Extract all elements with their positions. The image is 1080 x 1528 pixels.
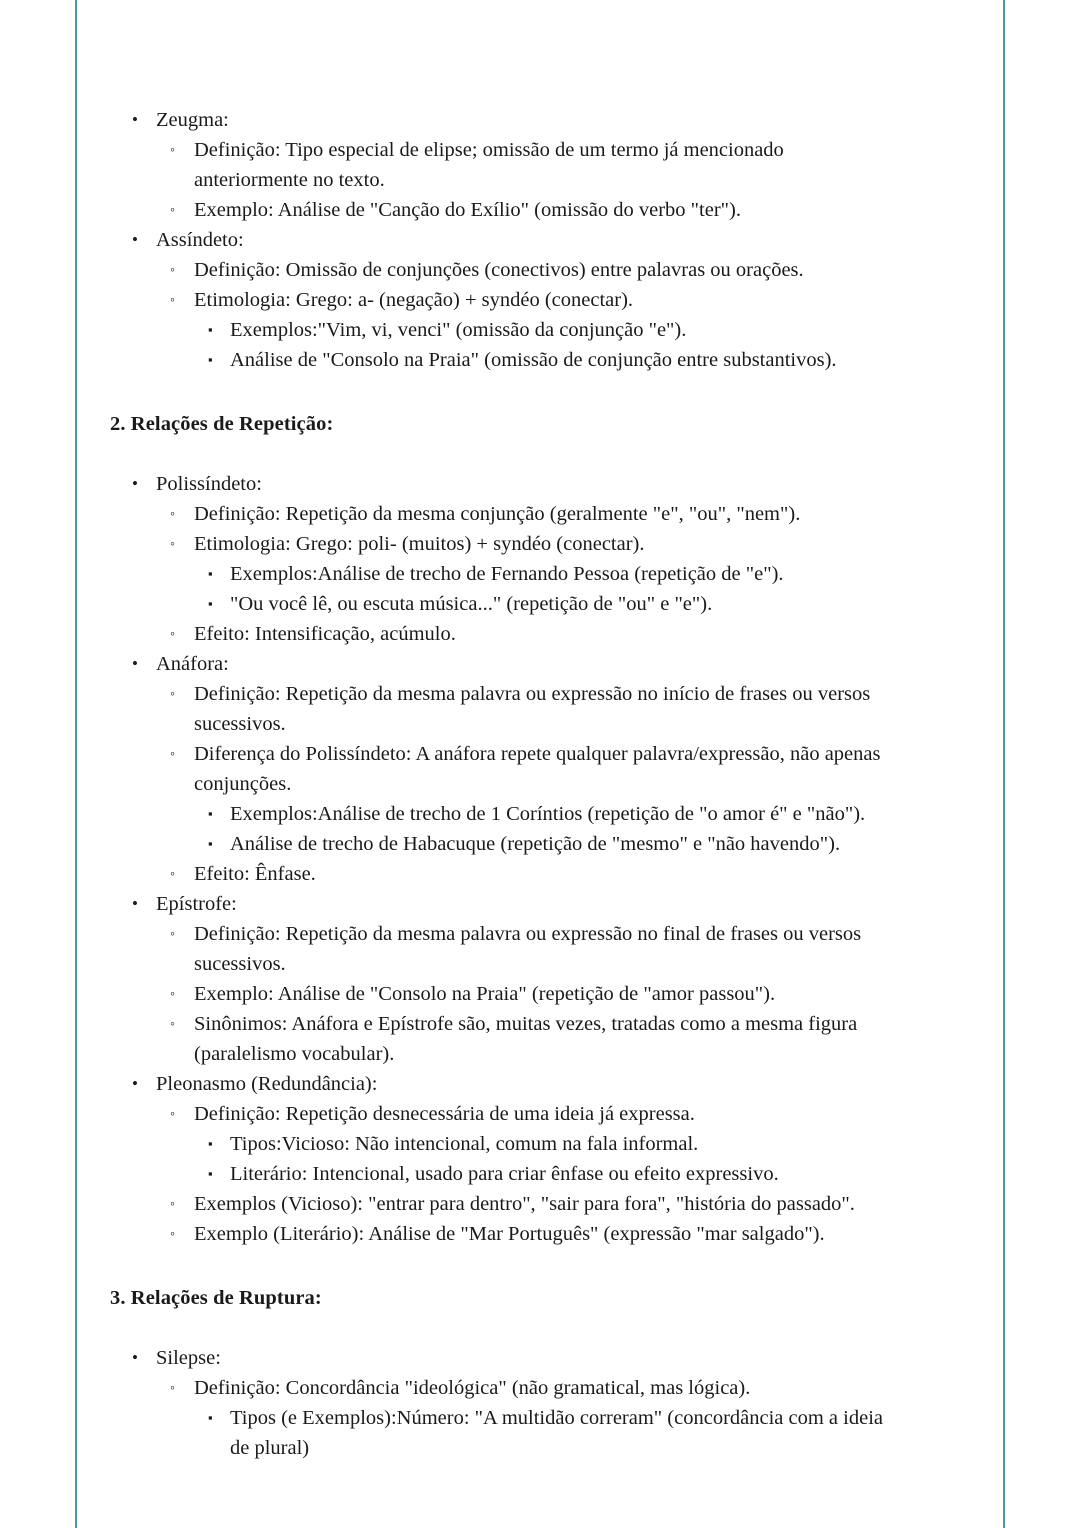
list-item-text: Exemplo: Análise de "Consolo na Praia" (repetição de "amor passou"). (194, 983, 776, 1005)
bullet-marker-level-2-icon: ◦ (170, 627, 175, 642)
list-item-text: Epístrofe: (156, 893, 237, 915)
bullet-marker-level-1-icon: • (132, 1074, 138, 1093)
bullet-marker-level-2-icon: ◦ (170, 1107, 175, 1122)
list-item-level-3 (200, 589, 900, 619)
left-margin-rule (75, 0, 77, 1528)
list-item-text: Literário: Intencional, usado para criar ênfase ou efeito expressivo. (230, 1163, 779, 1185)
list-item-level-2 (162, 135, 900, 195)
list-item-level-1 (124, 649, 900, 679)
list-item-level-2 (162, 529, 900, 559)
bullet-marker-level-2-icon: ◦ (170, 507, 175, 522)
list-item-level-2 (162, 619, 900, 649)
list-item-level-2 (162, 1373, 900, 1403)
bullet-marker-level-3-icon: ▪ (208, 1410, 213, 1425)
list-item-level-2 (162, 1189, 900, 1219)
list-item-text: Exemplos (Vicioso): "entrar para dentro", "sair para fora", "história do passado". (194, 1193, 855, 1215)
list-item-level-3 (200, 799, 900, 829)
list-item-text: Exemplo: Análise de "Canção do Exílio" (omissão do verbo "ter"). (194, 199, 741, 221)
list-item-text: "Ou você lê, ou escuta música..." (repetição de "ou" e "e"). (230, 593, 713, 615)
list-item-level-3 (200, 829, 900, 859)
list-item-level-3 (200, 345, 900, 375)
bullet-marker-level-2-icon: ◦ (170, 1017, 175, 1032)
bullet-marker-level-1-icon: • (132, 230, 138, 249)
list-item-level-3 (200, 559, 900, 589)
list-item-level-1 (124, 105, 900, 135)
right-margin-rule (1003, 0, 1005, 1528)
list-item-text: Definição: Concordância "ideológica" (não gramatical, mas lógica). (194, 1377, 751, 1399)
list-item-text: Etimologia: Grego: poli- (muitos) + syndéo (conectar). (194, 533, 645, 555)
list-item-level-3 (200, 1159, 900, 1189)
list-item-text: Exemplos:Análise de trecho de 1 Coríntios (repetição de "o amor é" e "não"). (230, 803, 866, 825)
list-item-text: Exemplo (Literário): Análise de "Mar Português" (expressão "mar salgado"). (194, 1223, 825, 1245)
bullet-marker-level-3-icon: ▪ (208, 322, 213, 337)
list-item-level-1 (124, 469, 900, 499)
bullet-marker-level-2-icon: ◦ (170, 747, 175, 762)
list-item-text: Zeugma: (156, 109, 229, 131)
list-item-level-2 (162, 255, 900, 285)
bullet-marker-level-2-icon: ◦ (170, 687, 175, 702)
bullet-marker-level-1-icon: • (132, 474, 138, 493)
bullet-marker-level-2-icon: ◦ (170, 143, 175, 158)
list-item-text: Efeito: Intensificação, acúmulo. (194, 623, 456, 645)
bullet-marker-level-3-icon: ▪ (208, 566, 213, 581)
bullet-marker-level-1-icon: • (132, 894, 138, 913)
bullet-marker-level-2-icon: ◦ (170, 867, 175, 882)
list-item-level-1 (124, 1069, 900, 1099)
section-spacer (110, 439, 900, 469)
list-item-level-2 (162, 1009, 900, 1069)
list-item-text: Silepse: (156, 1347, 221, 1369)
bullet-marker-level-1-icon: • (132, 654, 138, 673)
list-item-text: Efeito: Ênfase. (194, 863, 316, 885)
bullet-marker-level-3-icon: ▪ (208, 352, 213, 367)
list-item-text: Exemplos:Análise de trecho de Fernando Pessoa (repetição de "e"). (230, 563, 784, 585)
list-item-text: Tipos:Vicioso: Não intencional, comum na fala informal. (230, 1133, 699, 1155)
list-item-level-3 (200, 315, 900, 345)
list-item-text: Anáfora: (156, 653, 229, 675)
list-item-text: Tipos (e Exemplos):Número: "A multidão correram" (concordância com a ideia de plural) (230, 1407, 883, 1459)
list-item-text: Definição: Omissão de conjunções (conectivos) entre palavras ou orações. (194, 259, 804, 281)
list-item-level-1 (124, 225, 900, 255)
bullet-marker-level-2-icon: ◦ (170, 203, 175, 218)
list-item-level-2 (162, 285, 900, 315)
document-content (110, 105, 900, 1463)
list-item-text: Assíndeto: (156, 229, 244, 251)
list-item-text: Definição: Repetição da mesma palavra ou expressão no final de frases ou versos sucessivos. (194, 923, 862, 975)
bullet-marker-level-2-icon: ◦ (170, 1197, 175, 1212)
list-item-level-2 (162, 979, 900, 1009)
list-item-text: Exemplos:"Vim, vi, venci" (omissão da conjunção "e"). (230, 319, 687, 341)
list-item-level-2 (162, 679, 900, 739)
list-item-text: Definição: Repetição desnecessária de uma ideia já expressa. (194, 1103, 695, 1125)
list-item-text: Pleonasmo (Redundância): (156, 1073, 378, 1095)
list-item-level-1 (124, 889, 900, 919)
list-item-level-2 (162, 195, 900, 225)
list-item-level-2 (162, 919, 900, 979)
bullet-marker-level-3-icon: ▪ (208, 596, 213, 611)
list-item-level-2 (162, 499, 900, 529)
list-item-level-1 (124, 1343, 900, 1373)
bullet-marker-level-2-icon: ◦ (170, 1381, 175, 1396)
list-item-level-2 (162, 739, 900, 799)
bullet-marker-level-2-icon: ◦ (170, 987, 175, 1002)
bullet-marker-level-2-icon: ◦ (170, 1227, 175, 1242)
list-item-level-2 (162, 859, 900, 889)
list-item-text: Análise de trecho de Habacuque (repetição de "mesmo" e "não havendo"). (230, 833, 841, 855)
list-item-level-3 (200, 1403, 900, 1463)
section-spacer (110, 375, 900, 409)
section-spacer (110, 1249, 900, 1283)
list-item-text: Polissíndeto: (156, 473, 262, 495)
bullet-marker-level-3-icon: ▪ (208, 1136, 213, 1151)
list-item-text: Definição: Repetição da mesma conjunção (geralmente "e", "ou", "nem"). (194, 503, 801, 525)
list-item-text: Definição: Tipo especial de elipse; omissão de um termo já mencionado anteriormente no texto. (194, 139, 784, 191)
list-item-level-3 (200, 1129, 900, 1159)
list-item-text: Diferença do Polissíndeto: A anáfora repete qualquer palavra/expressão, não apenas conjunções. (194, 743, 881, 795)
bullet-marker-level-3-icon: ▪ (208, 806, 213, 821)
bullet-marker-level-3-icon: ▪ (208, 836, 213, 851)
list-item-text: Etimologia: Grego: a- (negação) + syndéo (conectar). (194, 289, 634, 311)
section-heading: 2. Relações de Repetição: (110, 413, 334, 435)
list-item-text: Análise de "Consolo na Praia" (omissão de conjunção entre substantivos). (230, 349, 837, 371)
bullet-marker-level-1-icon: • (132, 1348, 138, 1367)
bullet-marker-level-2-icon: ◦ (170, 293, 175, 308)
list-item-text: Definição: Repetição da mesma palavra ou expressão no início de frases ou versos sucessivos. (194, 683, 871, 735)
list-item-level-2 (162, 1099, 900, 1129)
list-item-text: Sinônimos: Anáfora e Epístrofe são, muitas vezes, tratadas como a mesma figura (paralelismo vocabular). (194, 1013, 858, 1065)
section-heading: 3. Relações de Ruptura: (110, 1287, 322, 1309)
bullet-marker-level-2-icon: ◦ (170, 263, 175, 278)
bullet-marker-level-1-icon: • (132, 110, 138, 129)
bullet-marker-level-2-icon: ◦ (170, 927, 175, 942)
section-spacer (110, 1313, 900, 1343)
bullet-marker-level-3-icon: ▪ (208, 1166, 213, 1181)
list-item-level-2 (162, 1219, 900, 1249)
bullet-marker-level-2-icon: ◦ (170, 537, 175, 552)
